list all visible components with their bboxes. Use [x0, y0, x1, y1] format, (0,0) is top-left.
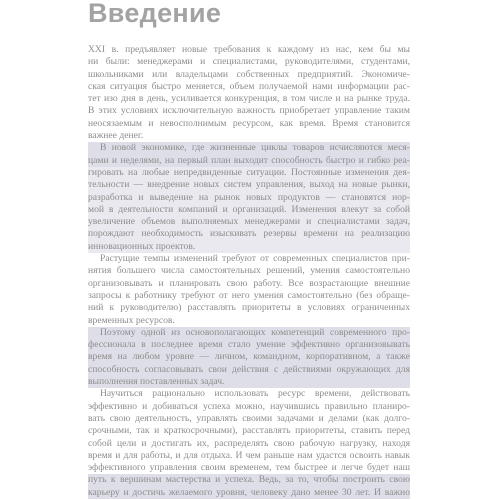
highlighted-text-line: гировать на любые непредвиденные ситуации. Постоянные изменения дея- — [88, 166, 410, 178]
highlighted-text-line: В новой экономике, где жизненные циклы товаров исчисляются меся- — [88, 142, 410, 154]
text-line: XXI в. предъявляет новые требования к каждому из нас, кем бы мы — [88, 44, 410, 55]
text-line: собой цели и достигать их, распределять свою рабочую нагрузку, находя — [88, 437, 410, 449]
highlighted-text-line: время на любом уровне — личном, командном, корпоративном, а также — [88, 351, 410, 363]
highlighted-text-line: путь к вершинам мастерства и успеха. Ведь, за то, чтобы построить свою — [88, 474, 410, 486]
highlighted-text-line: разработка и выведение на рынок новых продуктов — становятся нор- — [88, 191, 410, 203]
text-line: В этих условиях исключительную важность приобретает управление таким — [88, 105, 410, 117]
text-line: Научиться рационально использовать ресурс времени, действовать — [100, 388, 410, 400]
highlighted-text-line: цами и неделями, на первый план выходит способность быстро и гибко реа- — [88, 154, 410, 166]
text-line: запросы к работнику требуют от него умения самостоятельно (без обраще- — [88, 289, 410, 301]
text-line: ний к руководителю) расставлять приоритеты в условиях ограниченных — [88, 302, 410, 314]
highlighted-text-line: инновационных проектов. — [88, 241, 410, 253]
body-text — [88, 44, 410, 499]
text-line: Растущие темпы изменений требуют от современных специалистов при- — [100, 253, 410, 265]
paragraph-1 — [88, 44, 410, 142]
page-title: Введение — [88, 0, 222, 28]
highlighted-text-line: мой в деятельности компаний и организаций. Изменения влекут за собой — [88, 203, 410, 215]
text-line: эффективно и добиваться успеха можно, научившись правильно планиро- — [88, 400, 410, 412]
text-line: важнее денег. — [88, 130, 144, 142]
text-line: школьниками или владельцами собственных предприятий. Экономиче- — [88, 68, 410, 80]
highlighted-text-line: Поэтому одной из основополагающих компетенций современного про- — [88, 327, 410, 339]
text-line: временных ресурсов. — [88, 314, 175, 326]
highlighted-text-line: выполнения поставленных задач. — [88, 376, 410, 388]
text-line: вать свою деятельность, управлять своими задачами и делами (как долго- — [88, 412, 410, 424]
text-line: эффективного управления своим временем, тем быстрее и легче будет наш — [88, 462, 410, 474]
highlighted-text-line: карьеру и достичь желаемого уровня, человеку дано менее 30 лет. И важно — [88, 486, 410, 498]
paragraph-2 — [88, 142, 410, 253]
highlighted-text-line: фессионала в последнее время стало умение эффективно организовывать — [88, 339, 410, 351]
highlighted-text-line: порождают необходимость изыскивать резервы времени на реализацию — [88, 228, 410, 240]
highlighted-text-line: способность согласовывать свои действия с действиями окружающих для — [88, 363, 410, 375]
text-line: срочными, так и краткосрочными), расставлять приоритеты, ставить перед — [88, 425, 410, 437]
paragraph-3 — [88, 253, 410, 327]
highlighted-text-line: увеличение объемов выполняемых менеджерами и специалистами задач, — [88, 216, 410, 228]
paragraph-5 — [88, 388, 410, 499]
text-line: организовывать и планировать свою работу. Все возрастающие внешние — [88, 277, 410, 289]
text-line: ская ситуация быстро меняется, объем получаемой нами информации рас- — [88, 80, 410, 92]
text-line: время и для работы, и для отдыха. И чем раньше нам удастся освоить навык — [88, 449, 410, 461]
highlighted-text-line: тельности — внедрение новых систем управления, выход на новые рынки, — [88, 179, 410, 191]
paragraph-4 — [88, 327, 410, 388]
text-line: нятия большего числа самостоятельных решений, умения самостоятельно — [88, 265, 410, 277]
text-line: тет изо дня в день, усиливается конкуренция, в том числе и на рынке труда. — [88, 93, 410, 105]
text-line: ни были: менеджерами и специалистами, руководителями, студентами, — [88, 56, 410, 68]
text-line: неосязаемым и невосполнимым ресурсом, как время. Время становится — [88, 117, 410, 129]
